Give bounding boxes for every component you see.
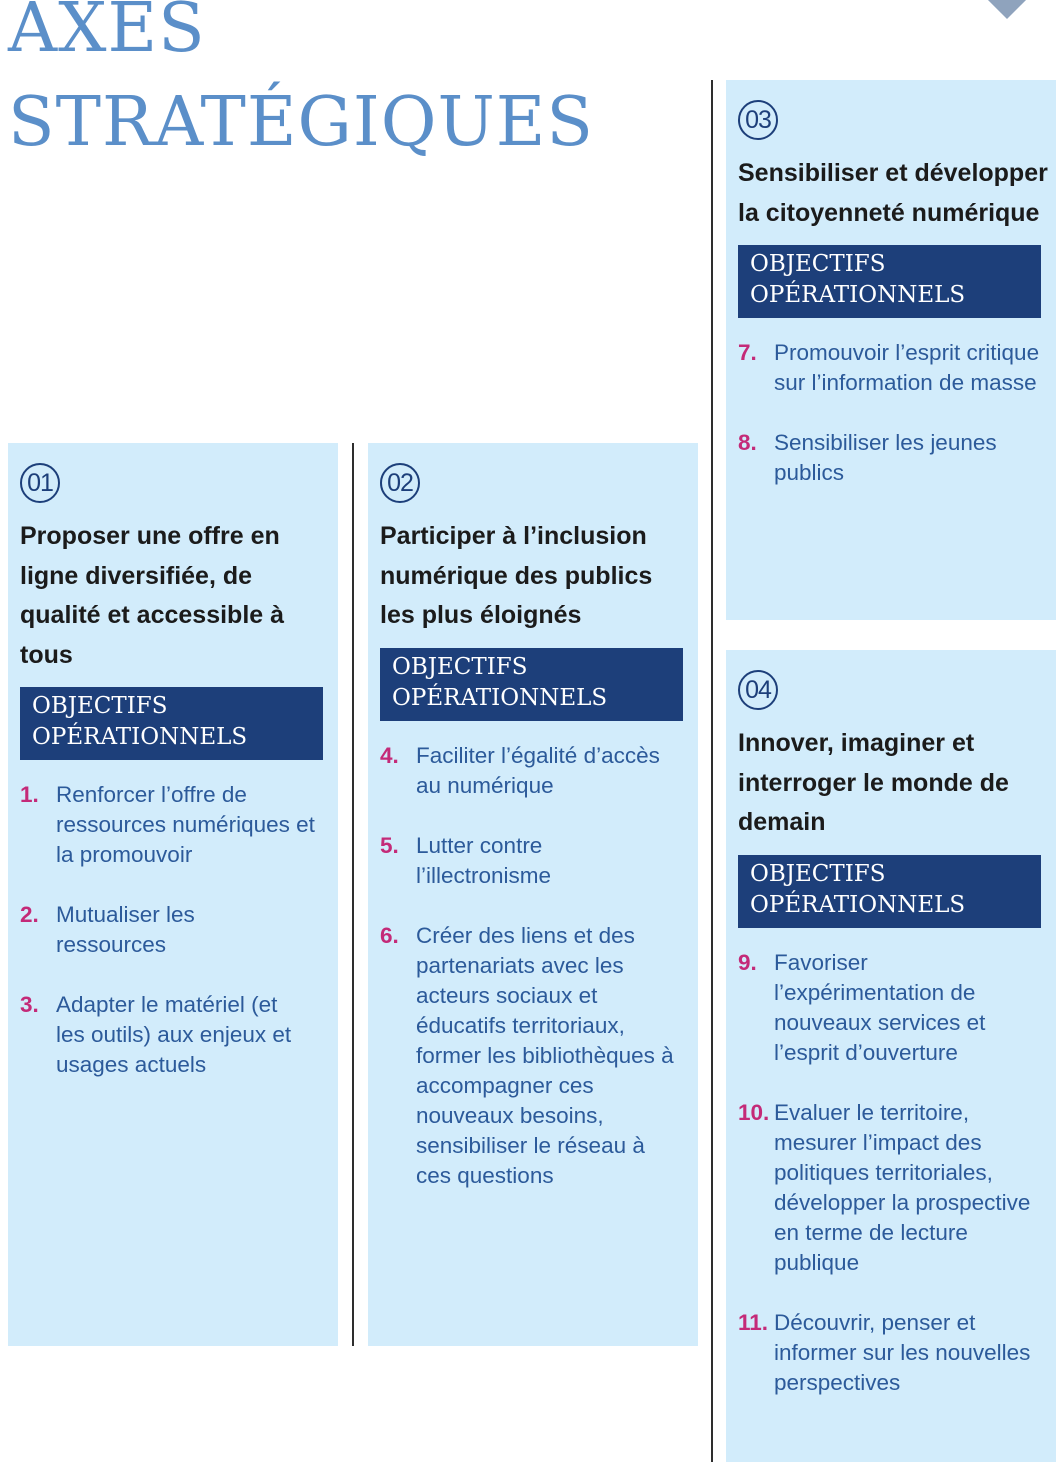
objective-item bbox=[738, 1308, 1044, 1398]
objective-number: 3. bbox=[20, 992, 39, 1017]
axis-title: Sensibiliser et développer la citoyenneté numérique bbox=[738, 159, 1048, 227]
objective-item bbox=[380, 831, 686, 891]
page-title bbox=[8, 0, 594, 170]
objective-number: 10. bbox=[738, 1099, 770, 1125]
objectives-heading bbox=[738, 245, 1041, 318]
page-title-line-1: AXES bbox=[8, 0, 206, 68]
axis-title: Participer à l’inclusion numérique des publics les plus éloignés bbox=[380, 522, 653, 629]
objective-text: Mutualiser les ressources bbox=[56, 902, 195, 957]
objective-number: 2. bbox=[20, 902, 39, 927]
objectives-heading-line-2: OPÉRATIONNELS bbox=[750, 891, 966, 918]
axis-card-02 bbox=[368, 443, 698, 1346]
objective-text: Favoriser l’expérimentation de nouveaux services et l’esprit d’ouverture bbox=[774, 949, 986, 1065]
axis-number-badge: 04 bbox=[738, 670, 778, 710]
column-divider-2 bbox=[711, 80, 713, 1462]
objective-number: 7. bbox=[738, 340, 757, 365]
objective-number: 6. bbox=[380, 922, 399, 948]
objective-text: Lutter contre l’illectronisme bbox=[416, 832, 552, 888]
axis-title: Proposer une offre en ligne diversifiée, de qualité et accessible à tous bbox=[20, 522, 285, 669]
objectives-heading-line-1: OBJECTIFS bbox=[32, 693, 168, 719]
objectives-list bbox=[20, 780, 326, 1080]
objective-number: 1. bbox=[20, 782, 39, 807]
objective-text: Evaluer le territoire, mesurer l’impact des politiques territoriales, développer la prospective en terme de lecture publique bbox=[774, 1099, 1031, 1275]
objectives-heading-line-1: OBJECTIFS bbox=[750, 251, 886, 277]
objective-item bbox=[738, 338, 1044, 398]
axis-number-badge: 03 bbox=[738, 100, 778, 140]
objective-number: 11. bbox=[738, 1309, 769, 1335]
objectives-heading bbox=[738, 855, 1041, 928]
axis-number-badge: 01 bbox=[20, 463, 60, 503]
objectives-heading-line-1: OBJECTIFS bbox=[750, 860, 886, 887]
axis-card-04 bbox=[726, 650, 1056, 1462]
objective-item bbox=[20, 990, 326, 1080]
objective-text: Adapter le matériel (et les outils) aux enjeux et usages actuels bbox=[56, 992, 292, 1077]
corner-decoration bbox=[983, 0, 1031, 19]
objective-item bbox=[380, 741, 686, 801]
objectives-list bbox=[738, 948, 1044, 1398]
objective-number: 9. bbox=[738, 949, 757, 975]
objective-item bbox=[738, 1098, 1044, 1278]
objective-number: 5. bbox=[380, 832, 399, 858]
objective-text: Sensibiliser les jeunes publics bbox=[774, 430, 997, 485]
objectives-list bbox=[380, 741, 686, 1191]
objective-text: Découvrir, penser et informer sur les nouvelles perspectives bbox=[774, 1309, 1031, 1395]
objective-number: 8. bbox=[738, 430, 757, 455]
objective-item bbox=[380, 921, 686, 1191]
axis-card-03 bbox=[726, 80, 1056, 620]
objective-item bbox=[20, 780, 326, 870]
objective-text: Créer des liens et des partenariats avec les acteurs sociaux et éducatifs territoriaux, former les bibliothèques à accompagner ces nouveaux besoins, sensibiliser le réseau à ces questions bbox=[416, 922, 674, 1188]
objectives-heading-line-2: OPÉRATIONNELS bbox=[750, 282, 966, 308]
objectives-heading bbox=[20, 687, 323, 760]
objectives-heading-line-2: OPÉRATIONNELS bbox=[392, 684, 608, 711]
objective-item bbox=[738, 948, 1044, 1068]
axis-number-badge: 02 bbox=[380, 463, 420, 503]
objective-item bbox=[738, 428, 1044, 488]
objective-text: Promouvoir l’esprit critique sur l’information de masse bbox=[774, 340, 1040, 395]
objectives-list bbox=[738, 338, 1044, 488]
axis-title: Innover, imaginer et interroger le monde de demain bbox=[738, 729, 1009, 836]
objectives-heading-line-2: OPÉRATIONNELS bbox=[32, 724, 248, 750]
objectives-heading bbox=[380, 648, 683, 721]
page-title-line-2: STRATÉGIQUES bbox=[8, 83, 594, 162]
objective-item bbox=[20, 900, 326, 960]
objective-text: Renforcer l’offre de ressources numériques et la promouvoir bbox=[56, 782, 315, 867]
objective-number: 4. bbox=[380, 742, 399, 768]
objective-text: Faciliter l’égalité d’accès au numérique bbox=[416, 742, 660, 798]
column-divider-1 bbox=[352, 443, 354, 1346]
axis-card-01 bbox=[8, 443, 338, 1346]
objectives-heading-line-1: OBJECTIFS bbox=[392, 653, 528, 680]
